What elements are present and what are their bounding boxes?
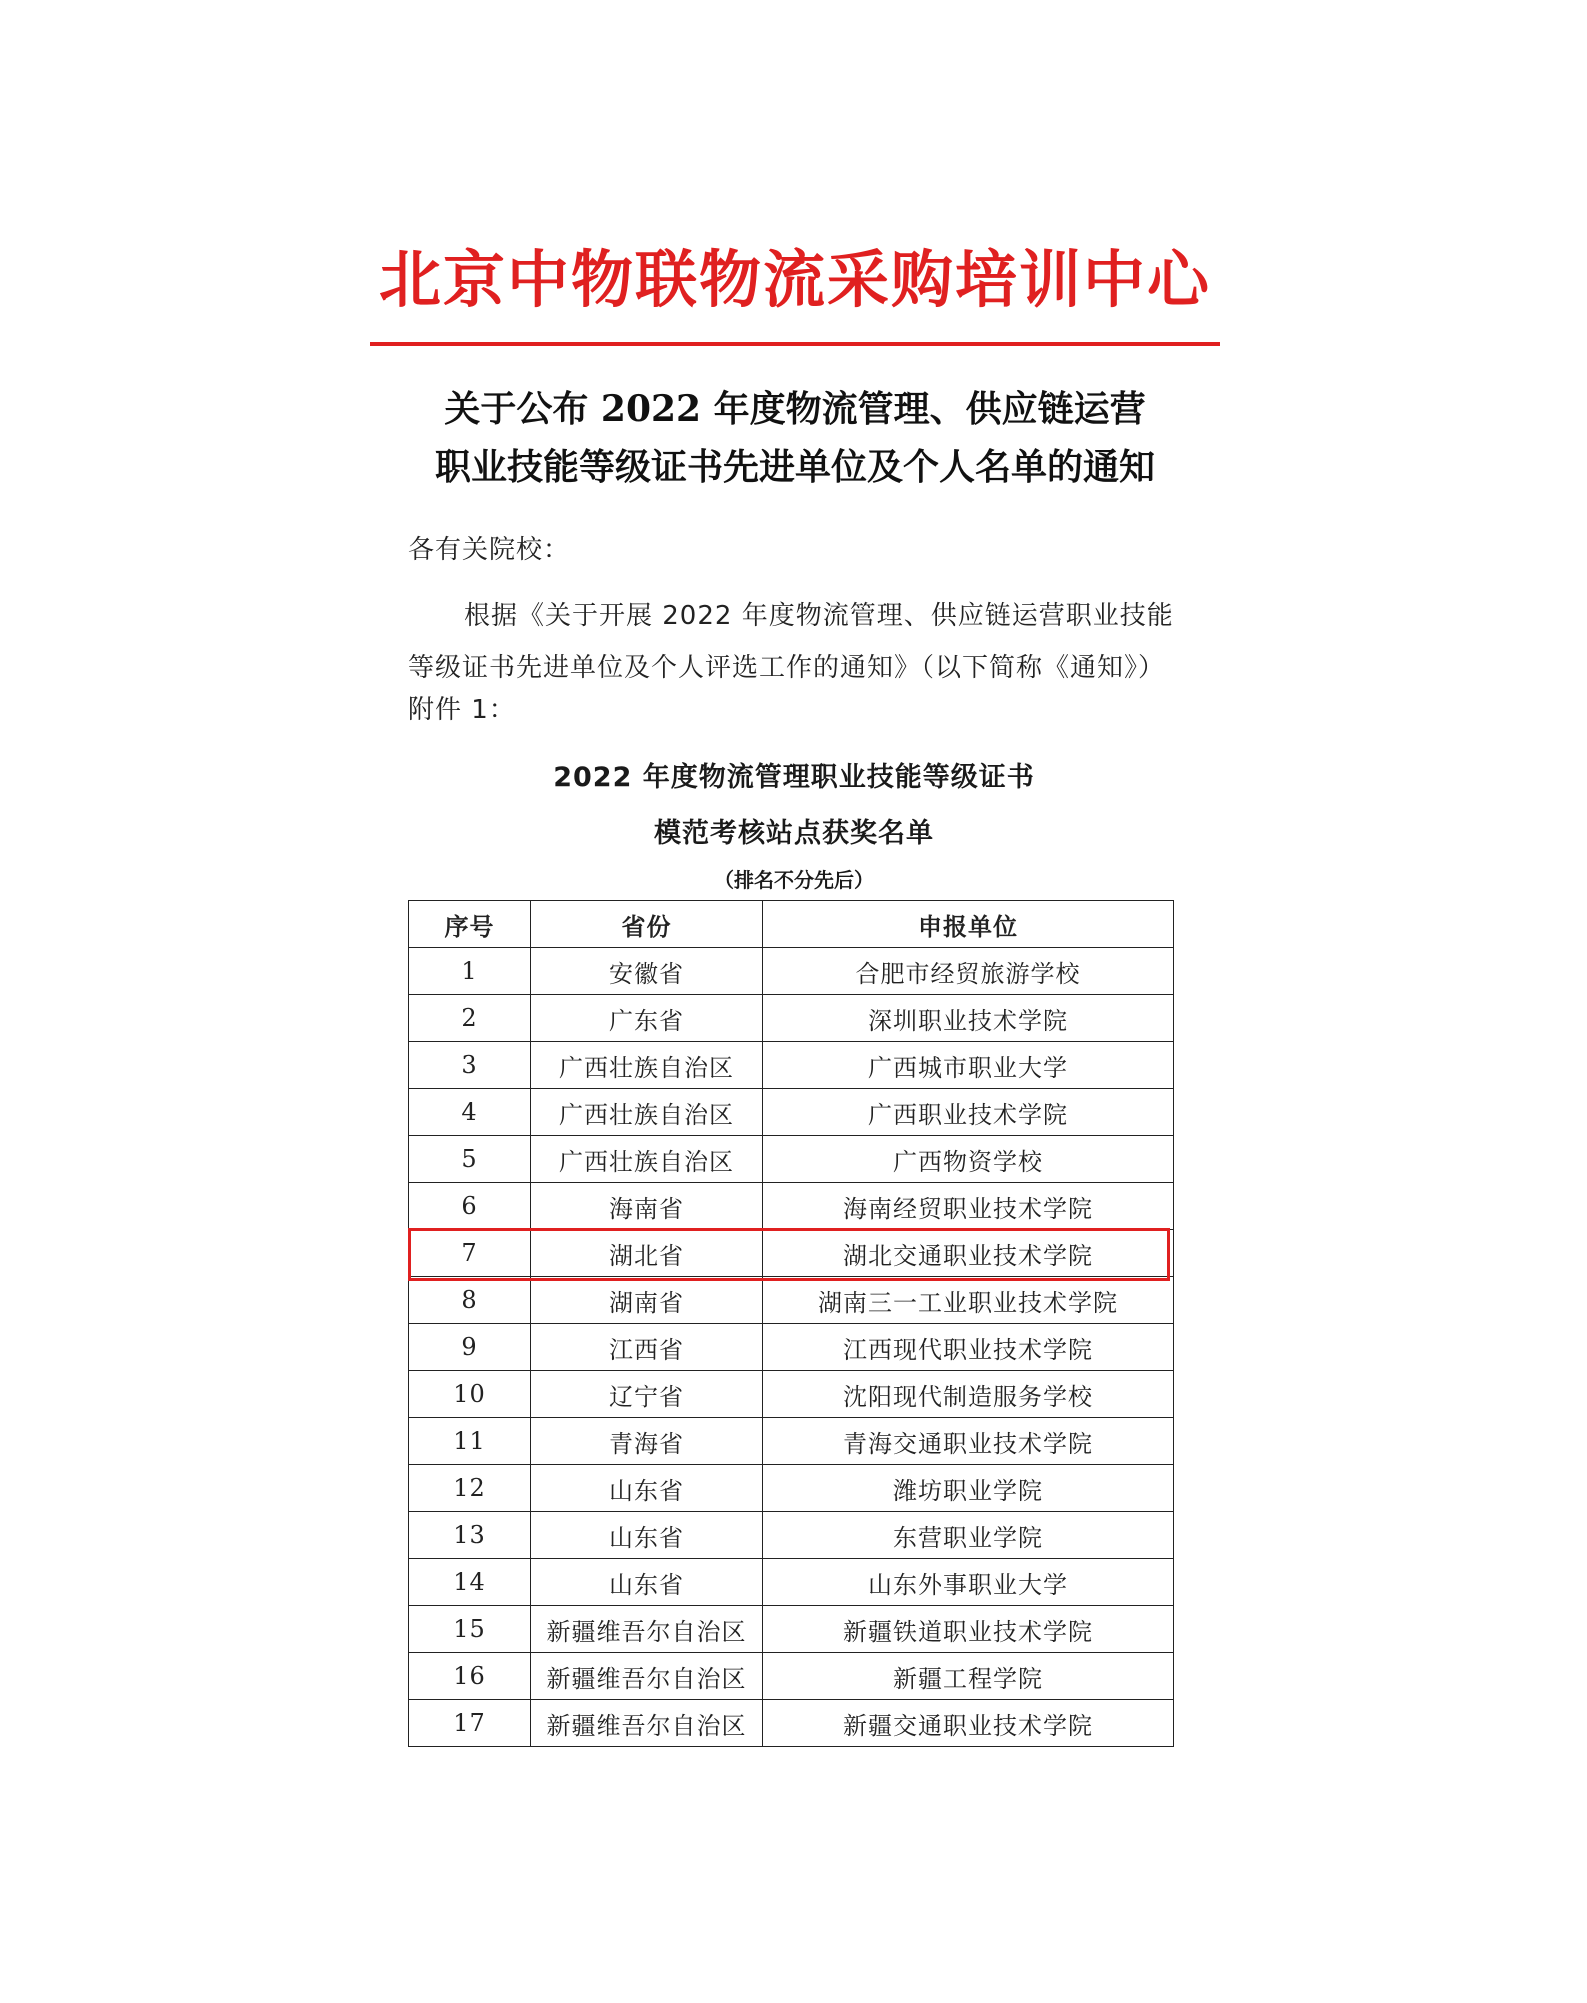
attachment-label: 附件 1： — [408, 695, 516, 725]
notice-title-line1: 关于公布 2022 年度物流管理、供应链运营 — [444, 388, 1146, 430]
row-number-cell: 10 — [409, 1371, 531, 1418]
table-row — [409, 1324, 1174, 1371]
table-row — [409, 948, 1174, 995]
table-row — [409, 1277, 1174, 1324]
table-row — [409, 1371, 1174, 1418]
award-list-note: （排名不分先后） — [714, 868, 874, 892]
row-unit-cell: 广西城市职业大学 — [763, 1042, 1174, 1089]
table-row — [409, 1559, 1174, 1606]
table-row — [409, 1136, 1174, 1183]
award-list-title-line1: 2022 年度物流管理职业技能等级证书 — [553, 762, 1035, 793]
table-row — [409, 1512, 1174, 1559]
table-row — [409, 995, 1174, 1042]
column-header-number: 序号 — [409, 901, 531, 948]
table-row — [409, 1230, 1174, 1277]
row-unit-cell: 新疆工程学院 — [763, 1653, 1174, 1700]
row-province-cell: 湖南省 — [531, 1277, 763, 1324]
table-row — [409, 1606, 1174, 1653]
row-province-cell: 新疆维吾尔自治区 — [531, 1700, 763, 1747]
row-unit-cell: 东营职业学院 — [763, 1512, 1174, 1559]
award-list-title — [408, 750, 1180, 862]
row-unit-cell: 沈阳现代制造服务学校 — [763, 1371, 1174, 1418]
column-header-province: 省份 — [531, 901, 763, 948]
row-number-cell: 14 — [409, 1559, 531, 1606]
row-province-cell: 山东省 — [531, 1559, 763, 1606]
award-list-title-line2: 模范考核站点获奖名单 — [654, 818, 934, 849]
body-line-1: 根据《关于开展 2022 年度物流管理、供应链运营职业技能 — [464, 601, 1174, 631]
row-unit-cell: 湖北交通职业技术学院 — [763, 1230, 1174, 1277]
table-row — [409, 1042, 1174, 1089]
row-unit-cell: 江西现代职业技术学院 — [763, 1324, 1174, 1371]
table-row — [409, 1700, 1174, 1747]
award-table-body — [409, 948, 1174, 1747]
row-unit-cell: 山东外事职业大学 — [763, 1559, 1174, 1606]
row-province-cell: 山东省 — [531, 1512, 763, 1559]
table-row — [409, 1183, 1174, 1230]
row-province-cell: 广西壮族自治区 — [531, 1042, 763, 1089]
table-row — [409, 1465, 1174, 1512]
salutation: 各有关院校： — [408, 535, 571, 565]
row-province-cell: 安徽省 — [531, 948, 763, 995]
row-unit-cell: 合肥市经贸旅游学校 — [763, 948, 1174, 995]
header-divider — [370, 342, 1220, 346]
row-province-cell: 江西省 — [531, 1324, 763, 1371]
row-province-cell: 广西壮族自治区 — [531, 1089, 763, 1136]
row-unit-cell: 青海交通职业技术学院 — [763, 1418, 1174, 1465]
row-province-cell: 湖北省 — [531, 1230, 763, 1277]
row-unit-cell: 新疆铁道职业技术学院 — [763, 1606, 1174, 1653]
award-table-container — [408, 900, 1173, 1747]
notice-title-line2: 职业技能等级证书先进单位及个人名单的通知 — [434, 446, 1155, 488]
row-number-cell: 4 — [409, 1089, 531, 1136]
row-number-cell: 7 — [409, 1230, 531, 1277]
body-line-2: 等级证书先进单位及个人评选工作的通知》（以下简称《通知》） — [408, 653, 1166, 683]
row-number-cell: 1 — [409, 948, 531, 995]
notice-body — [408, 588, 1180, 644]
row-province-cell: 山东省 — [531, 1465, 763, 1512]
row-number-cell: 5 — [409, 1136, 531, 1183]
row-unit-cell: 湖南三一工业职业技术学院 — [763, 1277, 1174, 1324]
row-number-cell: 8 — [409, 1277, 531, 1324]
row-number-cell: 9 — [409, 1324, 531, 1371]
row-number-cell: 16 — [409, 1653, 531, 1700]
row-province-cell: 辽宁省 — [531, 1371, 763, 1418]
row-number-cell: 17 — [409, 1700, 531, 1747]
row-number-cell: 15 — [409, 1606, 531, 1653]
column-header-unit: 申报单位 — [763, 901, 1174, 948]
row-province-cell: 广东省 — [531, 995, 763, 1042]
row-province-cell: 青海省 — [531, 1418, 763, 1465]
row-number-cell: 12 — [409, 1465, 531, 1512]
row-province-cell: 新疆维吾尔自治区 — [531, 1653, 763, 1700]
organization-header: 北京中物联物流采购培训中心 — [378, 243, 1211, 316]
row-unit-cell: 新疆交通职业技术学院 — [763, 1700, 1174, 1747]
row-unit-cell: 广西物资学校 — [763, 1136, 1174, 1183]
row-number-cell: 13 — [409, 1512, 531, 1559]
row-province-cell: 海南省 — [531, 1183, 763, 1230]
row-province-cell: 广西壮族自治区 — [531, 1136, 763, 1183]
notice-title — [370, 380, 1220, 496]
row-unit-cell: 深圳职业技术学院 — [763, 995, 1174, 1042]
row-unit-cell: 潍坊职业学院 — [763, 1465, 1174, 1512]
row-number-cell: 2 — [409, 995, 531, 1042]
row-number-cell: 3 — [409, 1042, 531, 1089]
row-number-cell: 6 — [409, 1183, 531, 1230]
notice-body-cont — [408, 640, 1180, 696]
award-table — [408, 900, 1174, 1747]
table-row — [409, 1089, 1174, 1136]
table-header-row — [409, 901, 1174, 948]
row-number-cell: 11 — [409, 1418, 531, 1465]
row-unit-cell: 广西职业技术学院 — [763, 1089, 1174, 1136]
table-row — [409, 1653, 1174, 1700]
table-row — [409, 1418, 1174, 1465]
row-unit-cell: 海南经贸职业技术学院 — [763, 1183, 1174, 1230]
row-province-cell: 新疆维吾尔自治区 — [531, 1606, 763, 1653]
